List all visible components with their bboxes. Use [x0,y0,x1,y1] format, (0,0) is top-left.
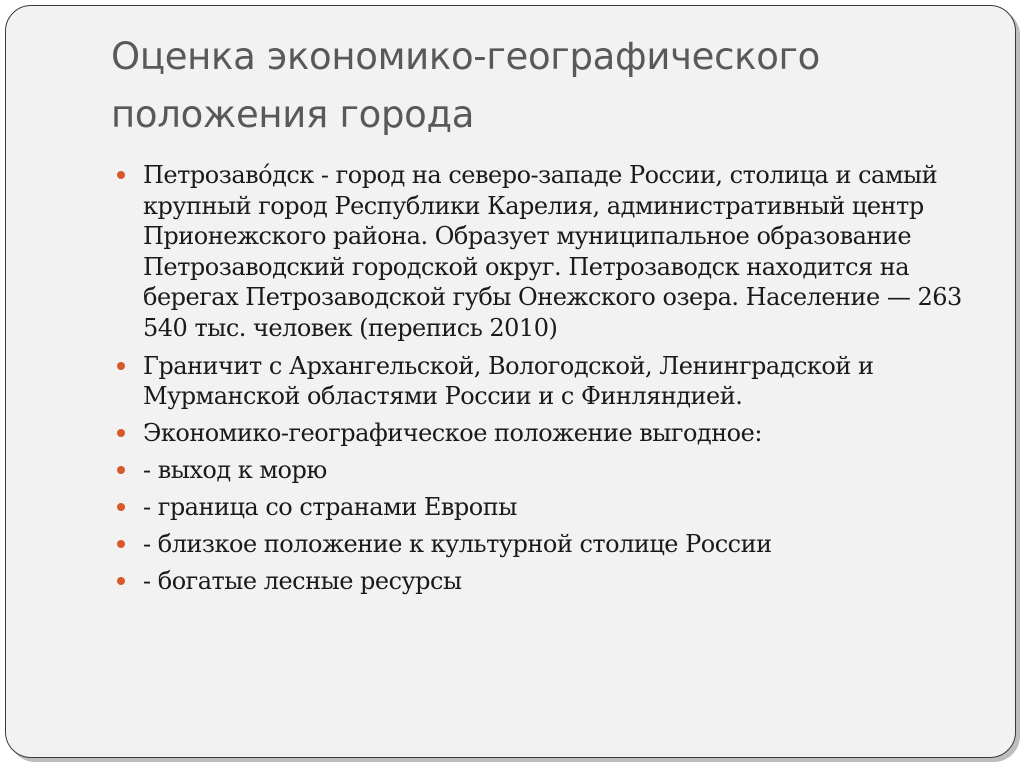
bullet-dot-icon [117,466,125,474]
bullet-list [117,160,977,603]
bullet-item [117,529,977,559]
slide-title: Оценка экономико-географического положения города [111,35,821,136]
bullet-item [117,455,977,485]
bullet-dot-icon [117,540,125,548]
bullet-item [117,351,977,411]
bullet-text: Граничит с Архангельской, Вологодской, Ленинградской и Мурманской областями России и с Финляндией. [143,351,874,410]
bullet-item [117,160,977,344]
bullet-dot-icon [117,171,125,179]
bullet-item [117,492,977,522]
bullet-text: - граница со странами Европы [143,492,517,521]
bullet-text: Экономико-географическое положение выгодное: [143,418,762,447]
bullet-dot-icon [117,577,125,585]
bullet-item [117,566,977,596]
bullet-text: Петрозаво́дск - город на северо-западе России, столица и самый крупный город Республики Карелия, административный центр Прионежского района. Образует муниципальное образование Петрозаводский городской округ. Петрозаводск находится на берегах Петрозаводской губы Онежского озера. Население — 263 540 тыс. человек (перепись 2010) [143,161,962,342]
bullet-dot-icon [117,362,125,370]
bullet-text: - богатые лесные ресурсы [143,566,462,595]
bullet-text: - близкое положение к культурной столице России [143,529,772,558]
bullet-dot-icon [117,429,125,437]
bullet-item [117,418,977,448]
bullet-text: - выход к морю [143,455,327,484]
bullet-dot-icon [117,503,125,511]
